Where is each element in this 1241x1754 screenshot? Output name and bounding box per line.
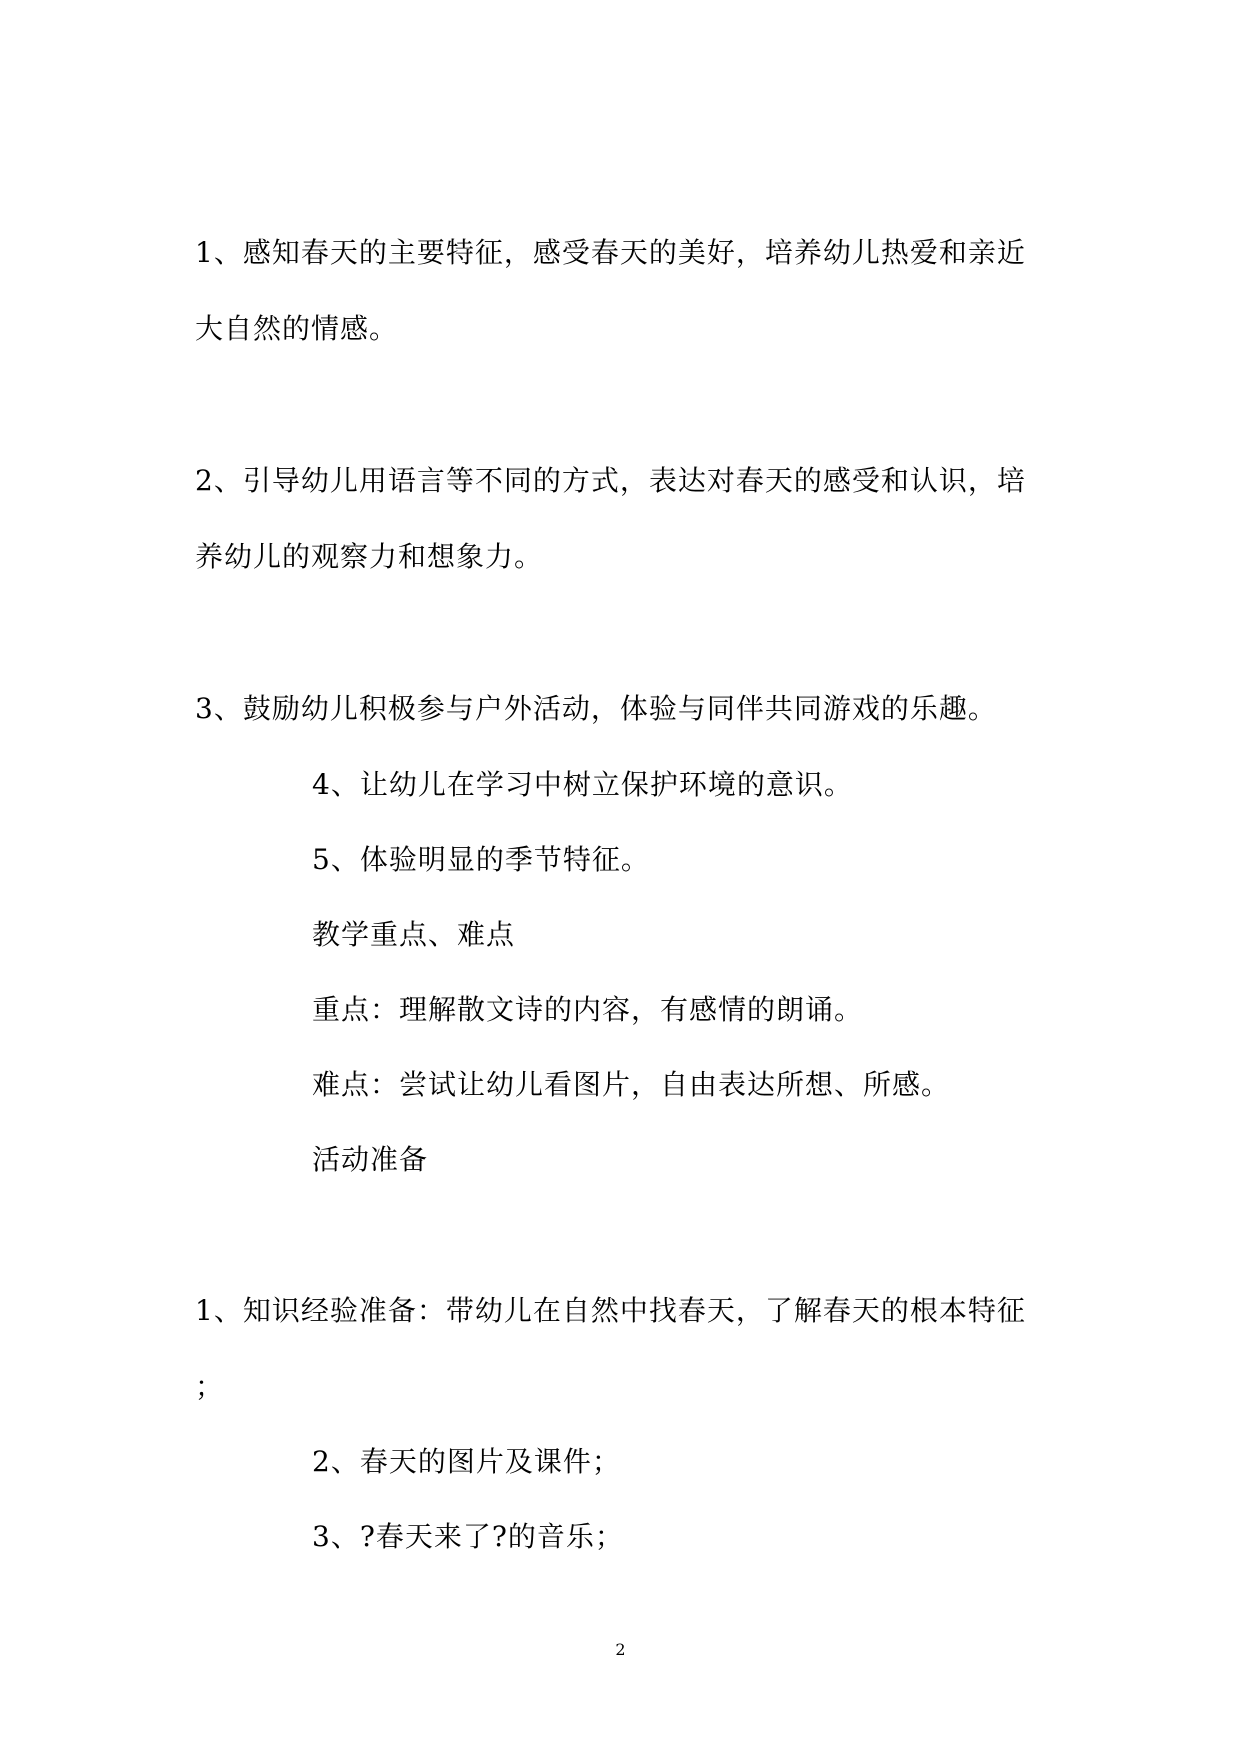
page-number: 2: [615, 1640, 626, 1659]
preparation-2: 2、春天的图片及课件；: [312, 1445, 621, 1478]
section-heading-key-points: 教学重点、难点: [312, 918, 516, 951]
goal-5: 5、体验明显的季节特征。: [312, 843, 650, 876]
goal-1-line-1: 1、感知春天的主要特征，感受春天的美好，培养幼儿热爱和亲近: [195, 236, 1026, 269]
goal-3: 3、鼓励幼儿积极参与户外活动，体验与同伴共同游戏的乐趣。: [195, 692, 997, 725]
preparation-1-line-1: 1、知识经验准备：带幼儿在自然中找春天，了解春天的根本特征: [195, 1294, 1026, 1327]
preparation-3: 3、?春天来了?的音乐；: [312, 1520, 624, 1553]
goal-2-line-2: 养幼儿的观察力和想象力。: [195, 540, 544, 573]
difficult-point: 难点：尝试让幼儿看图片，自由表达所想、所感。: [312, 1068, 951, 1101]
section-heading-preparation: 活动准备: [312, 1143, 429, 1176]
goal-4: 4、让幼儿在学习中树立保护环境的意识。: [312, 768, 853, 801]
preparation-1-line-2: ；: [195, 1370, 225, 1403]
key-point: 重点：理解散文诗的内容，有感情的朗诵。: [312, 993, 864, 1026]
goal-2-line-1: 2、引导幼儿用语言等不同的方式，表达对春天的感受和认识，培: [195, 464, 1026, 497]
goal-1-line-2: 大自然的情感。: [195, 312, 399, 345]
